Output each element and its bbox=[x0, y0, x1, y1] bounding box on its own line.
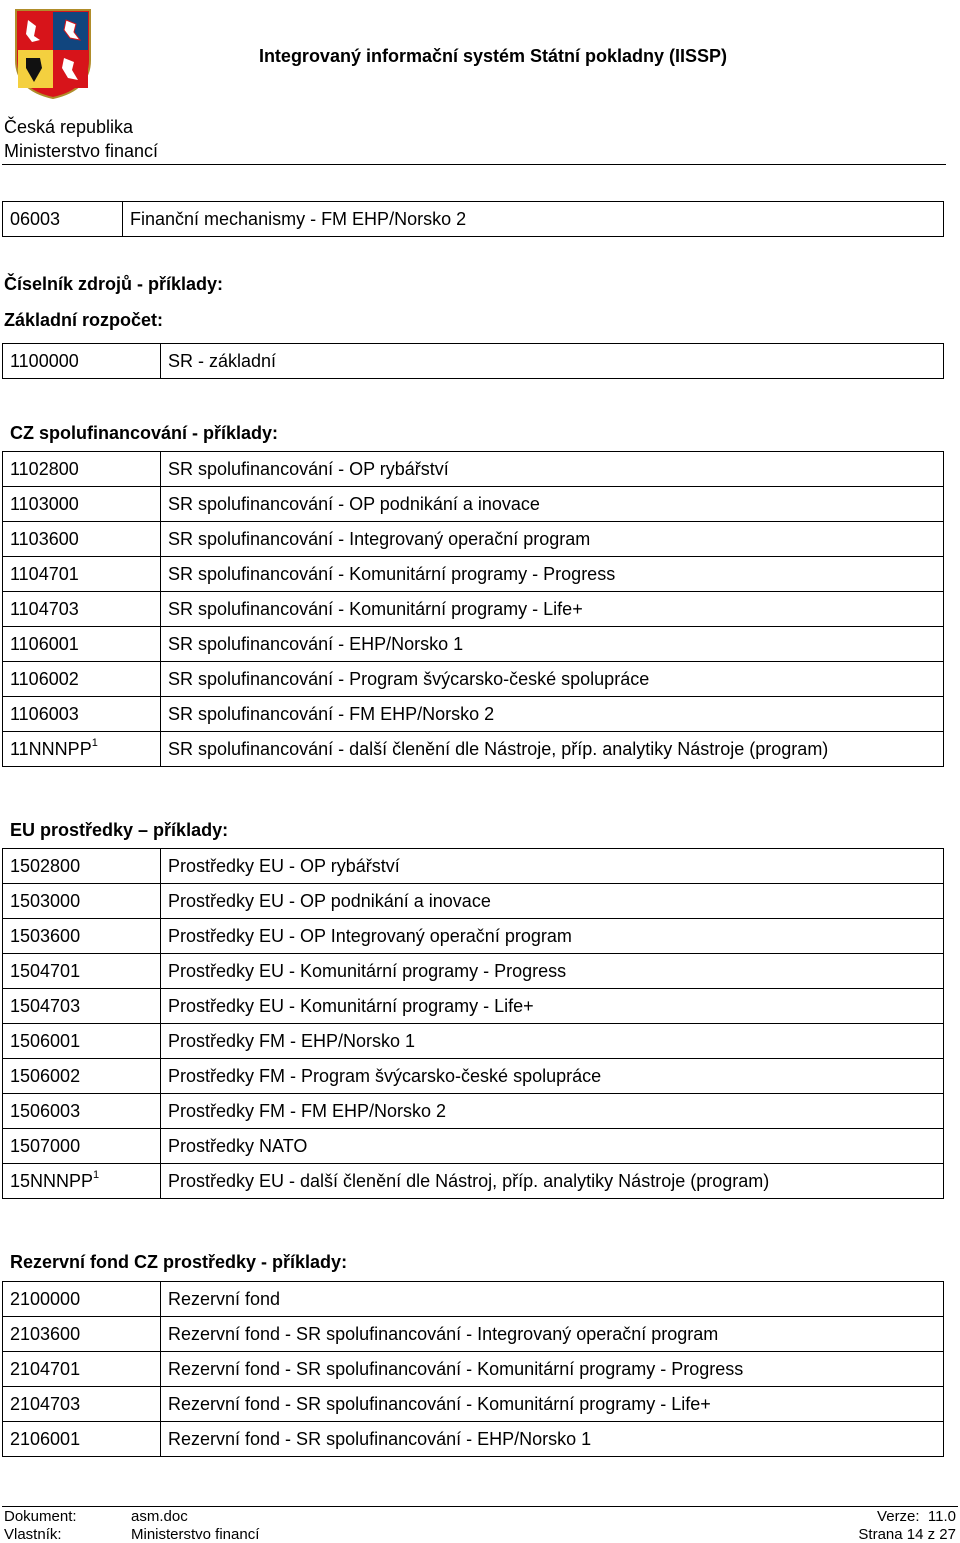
table-row bbox=[3, 1059, 944, 1094]
desc-cell: SR spolufinancování - EHP/Norsko 1 bbox=[161, 627, 944, 662]
desc-cell: SR spolufinancování - Komunitární programy - Life+ bbox=[161, 592, 944, 627]
table-row bbox=[3, 662, 944, 697]
desc-cell: SR spolufinancování - FM EHP/Norsko 2 bbox=[161, 697, 944, 732]
rezerva-table bbox=[2, 1281, 944, 1457]
footer-rule bbox=[2, 1506, 958, 1507]
code-cell: 1507000 bbox=[3, 1129, 161, 1164]
desc-cell: Rezervní fond - SR spolufinancování - EHP/Norsko 1 bbox=[161, 1422, 944, 1457]
code-cell: 06003 bbox=[3, 202, 123, 237]
table-row bbox=[3, 954, 944, 989]
table-row bbox=[3, 1387, 944, 1422]
code-cell: 1506002 bbox=[3, 1059, 161, 1094]
table-row bbox=[3, 592, 944, 627]
table-row bbox=[3, 1282, 944, 1317]
code-cell: 1106003 bbox=[3, 697, 161, 732]
table-row bbox=[3, 627, 944, 662]
code-cell: 1106002 bbox=[3, 662, 161, 697]
table-row bbox=[3, 919, 944, 954]
zakladni-table bbox=[2, 343, 944, 379]
table-row bbox=[3, 1024, 944, 1059]
desc-cell: Prostředky NATO bbox=[161, 1129, 944, 1164]
code-cell: 2103600 bbox=[3, 1317, 161, 1352]
desc-cell: Prostředky EU - Komunitární programy - Life+ bbox=[161, 989, 944, 1024]
desc-cell: SR spolufinancování - OP podnikání a inovace bbox=[161, 487, 944, 522]
desc-cell: SR spolufinancování - Program švýcarsko-české spolupráce bbox=[161, 662, 944, 697]
table-row bbox=[3, 522, 944, 557]
desc-cell: Prostředky EU - OP podnikání a inovace bbox=[161, 884, 944, 919]
table-row bbox=[3, 1422, 944, 1457]
desc-cell: Prostředky EU - OP Integrovaný operační program bbox=[161, 919, 944, 954]
org-country: Česká republika bbox=[4, 117, 134, 137]
table-row bbox=[3, 849, 944, 884]
desc-cell: Prostředky FM - EHP/Norsko 1 bbox=[161, 1024, 944, 1059]
system-title: Integrovaný informační systém Státní pokladny (IISSP) bbox=[258, 46, 728, 66]
header-rule bbox=[2, 164, 946, 165]
footer-owner-label: Vlastník: bbox=[4, 1526, 62, 1543]
desc-cell: SR spolufinancování - Integrovaný operační program bbox=[161, 522, 944, 557]
desc-cell: Prostředky EU - OP rybářství bbox=[161, 849, 944, 884]
eu-table bbox=[2, 848, 944, 1199]
code-cell: 1106001 bbox=[3, 627, 161, 662]
desc-cell: SR spolufinancování - Komunitární programy - Progress bbox=[161, 557, 944, 592]
code-cell: 1102800 bbox=[3, 452, 161, 487]
desc-cell: SR - základní bbox=[161, 344, 944, 379]
desc-cell: Rezervní fond - SR spolufinancování - Komunitární programy - Progress bbox=[161, 1352, 944, 1387]
code-cell: 1104703 bbox=[3, 592, 161, 627]
table-row bbox=[3, 344, 944, 379]
code-cell: 1504701 bbox=[3, 954, 161, 989]
desc-cell: Prostředky EU - Komunitární programy - Progress bbox=[161, 954, 944, 989]
code-cell: 1503000 bbox=[3, 884, 161, 919]
footer-doc-value: asm.doc bbox=[131, 1508, 188, 1525]
code-cell: 1103600 bbox=[3, 522, 161, 557]
table-row bbox=[3, 697, 944, 732]
code-cell: 1504703 bbox=[3, 989, 161, 1024]
table-row bbox=[3, 487, 944, 522]
code-cell: 2104703 bbox=[3, 1387, 161, 1422]
desc-cell: Prostředky FM - FM EHP/Norsko 2 bbox=[161, 1094, 944, 1129]
code-cell: 1506003 bbox=[3, 1094, 161, 1129]
footer-page-number: Strana 14 z 27 bbox=[858, 1526, 956, 1543]
code-cell: 2104701 bbox=[3, 1352, 161, 1387]
table-row bbox=[3, 884, 944, 919]
code-cell: 1503600 bbox=[3, 919, 161, 954]
section-heading-zakladni: Základní rozpočet: bbox=[4, 310, 164, 330]
desc-cell: Rezervní fond - SR spolufinancování - Integrovaný operační program bbox=[161, 1317, 944, 1352]
code-cell: 2100000 bbox=[3, 1282, 161, 1317]
desc-cell: SR spolufinancování - další členění dle Nástroje, příp. analytiky Nástroje (program) bbox=[161, 732, 944, 767]
desc-cell: Finanční mechanismy - FM EHP/Norsko 2 bbox=[123, 202, 944, 237]
desc-cell: Prostředky FM - Program švýcarsko-české spolupráce bbox=[161, 1059, 944, 1094]
section-heading-rezerva: Rezervní fond CZ prostředky - příklady: bbox=[10, 1252, 348, 1272]
code-cell: 1104701 bbox=[3, 557, 161, 592]
table-row bbox=[3, 452, 944, 487]
footer-version: Verze: 11.0 bbox=[877, 1508, 956, 1525]
table-row bbox=[3, 732, 944, 767]
desc-cell: Rezervní fond bbox=[161, 1282, 944, 1317]
table-row bbox=[3, 202, 944, 237]
code-cell: 15NNNPP$^1$ bbox=[3, 1164, 161, 1199]
table-row bbox=[3, 989, 944, 1024]
desc-cell: Rezervní fond - SR spolufinancování - Komunitární programy - Life+ bbox=[161, 1387, 944, 1422]
code-cell: 2106001 bbox=[3, 1422, 161, 1457]
table-row bbox=[3, 1352, 944, 1387]
desc-cell: SR spolufinancování - OP rybářství bbox=[161, 452, 944, 487]
fm-table bbox=[2, 201, 944, 237]
table-row bbox=[3, 1164, 944, 1199]
code-cell: 1103000 bbox=[3, 487, 161, 522]
code-cell: 1100000 bbox=[3, 344, 161, 379]
table-row bbox=[3, 1094, 944, 1129]
desc-cell: Prostředky EU - další členění dle Nástroj, příp. analytiky Nástroje (program) bbox=[161, 1164, 944, 1199]
org-ministry: Ministerstvo financí bbox=[4, 141, 159, 161]
section-heading-ciselnik: Číselník zdrojů - příklady: bbox=[4, 274, 224, 294]
table-row bbox=[3, 1129, 944, 1164]
code-cell: 1502800 bbox=[3, 849, 161, 884]
footnote-mark: 1 bbox=[91, 736, 98, 749]
section-heading-cz: CZ spolufinancování - příklady: bbox=[10, 423, 279, 443]
table-row bbox=[3, 557, 944, 592]
table-row bbox=[3, 1317, 944, 1352]
footer-doc-label: Dokument: bbox=[4, 1508, 77, 1525]
section-heading-eu: EU prostředky – příklady: bbox=[10, 820, 229, 840]
code-cell: 1506001 bbox=[3, 1024, 161, 1059]
code-cell: 11NNNPP$^1$ bbox=[3, 732, 161, 767]
cz-table bbox=[2, 451, 944, 767]
footer-owner-value: Ministerstvo financí bbox=[131, 1526, 260, 1543]
footnote-mark: 1 bbox=[93, 1168, 100, 1181]
